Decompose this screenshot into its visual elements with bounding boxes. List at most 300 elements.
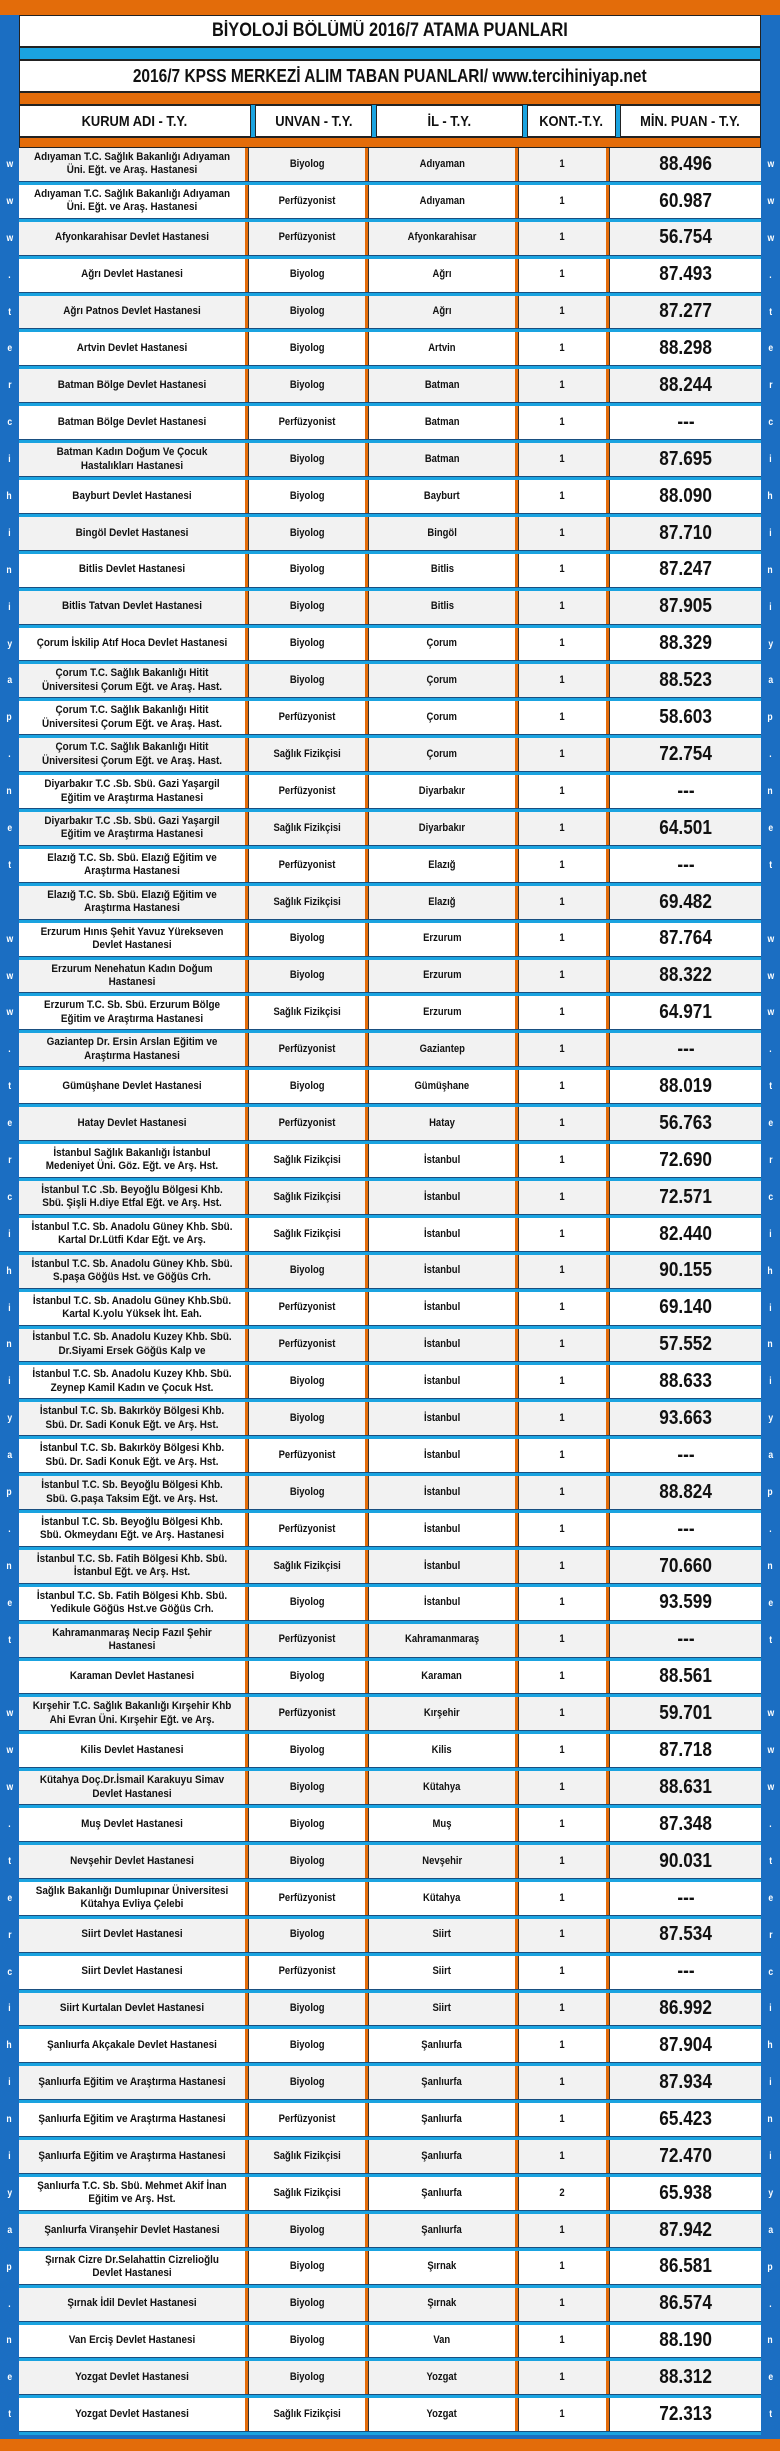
unvan-cell: [248, 812, 368, 845]
kurum-cell-text: Erzurum T.C. Sb. Sbü. Erzurum Bölge Eğitim ve Araştırma Hastanesi: [43, 999, 221, 1025]
side-letter: [761, 664, 780, 697]
side-letter-text: e: [768, 2372, 773, 2384]
unvan-cell-text: Perfüzyonist: [278, 1965, 336, 1978]
il-cell-text: Bingöl: [427, 526, 457, 539]
min-puan-cell: [609, 1808, 761, 1841]
kontenjan-cell-text: 1: [559, 1153, 566, 1166]
il-cell-text: İstanbul: [423, 1227, 461, 1240]
il-cell-text: Elazığ: [428, 895, 456, 908]
unvan-cell-text: Biyolog: [289, 2039, 325, 2052]
min-puan-cell: [609, 2288, 761, 2321]
side-letter-text: .: [769, 2298, 772, 2310]
kurum-cell: [19, 886, 248, 919]
kurum-cell: [19, 738, 248, 771]
kontenjan-cell-text: 1: [559, 821, 566, 834]
il-cell: [368, 1218, 518, 1251]
table-row: [0, 775, 780, 808]
divider-orange: [19, 137, 761, 148]
kontenjan-cell: [518, 1808, 609, 1841]
min-puan-cell-text: 72.313: [659, 2403, 712, 2426]
table-row: [0, 406, 780, 439]
side-letter: [761, 2029, 780, 2062]
side-letter: [761, 1218, 780, 1251]
unvan-cell-text: Biyolog: [289, 1854, 325, 1867]
side-letter-text: w: [767, 1782, 774, 1794]
kurum-cell-text: Bitlis Devlet Hastanesi: [78, 563, 186, 576]
side-letter-text: n: [767, 1339, 774, 1351]
min-puan-cell-text: 64.971: [659, 1001, 712, 1024]
side-letter: [0, 2361, 19, 2394]
kontenjan-cell: [518, 1550, 609, 1583]
kurum-cell-text: İstanbul T.C .Sb. Beyoğlu Bölgesi Khb. Sbü. Şişli H.diye Etfal Eğt. ve Arş. Hst.: [41, 1183, 223, 1210]
side-letter: [0, 1476, 19, 1509]
side-letter-text: n: [767, 2114, 774, 2126]
min-puan-cell-text: 69.140: [659, 1296, 712, 1319]
kurum-cell-text: Kütahya Doç.Dr.İsmail Karakuyu Simav Devlet Hastanesi: [39, 1774, 225, 1800]
kontenjan-cell: [518, 2103, 609, 2136]
kontenjan-cell-text: 1: [559, 2334, 566, 2347]
il-cell: [368, 517, 518, 550]
table-row: [0, 1439, 780, 1472]
kurum-cell: [19, 812, 248, 845]
kontenjan-cell: [518, 1771, 609, 1804]
unvan-cell: [248, 1697, 368, 1730]
table-row: [0, 480, 780, 513]
kurum-cell: [19, 554, 248, 587]
kontenjan-cell: [518, 1033, 609, 1066]
unvan-cell-text: Perfüzyonist: [278, 194, 336, 207]
side-letter-text: w: [6, 195, 13, 207]
side-letter: [0, 1329, 19, 1362]
min-puan-cell-text: 90.031: [659, 1849, 712, 1872]
side-letter-text: e: [7, 1892, 12, 1904]
il-cell: [368, 1808, 518, 1841]
kurum-cell-text: Gaziantep Dr. Ersin Arslan Eğitim ve Araştırma Hastanesi: [46, 1036, 218, 1062]
table-row: [0, 701, 780, 734]
kurum-cell: [19, 1808, 248, 1841]
unvan-cell: [248, 1661, 368, 1694]
kontenjan-cell: [518, 1439, 609, 1472]
kontenjan-cell-text: 1: [559, 2149, 566, 2162]
side-letter: [0, 1513, 19, 1546]
unvan-cell: [248, 517, 368, 550]
il-cell: [368, 996, 518, 1029]
il-cell-text: Gümüşhane: [414, 1079, 470, 1092]
min-puan-cell-text: 87.493: [659, 263, 712, 286]
side-letter: [761, 1919, 780, 1952]
min-puan-cell: [609, 960, 761, 993]
kurum-cell: [19, 480, 248, 513]
table-row: [0, 1771, 780, 1804]
kontenjan-cell: [518, 296, 609, 329]
il-cell-text: Çorum: [426, 637, 458, 650]
side-letter-text: w: [6, 232, 13, 244]
min-puan-cell-text: ---: [676, 1443, 695, 1466]
il-cell: [368, 2029, 518, 2062]
min-puan-cell: [609, 2251, 761, 2284]
il-cell-text: Diyarbakır: [418, 784, 466, 797]
il-cell: [368, 664, 518, 697]
kontenjan-cell: [518, 886, 609, 919]
kurum-cell-text: Afyonkarahisar Devlet Hastanesi: [54, 231, 210, 244]
min-puan-cell: [609, 1181, 761, 1214]
kontenjan-cell-text: 1: [559, 2408, 566, 2421]
side-letter: [0, 1624, 19, 1657]
kurum-cell: [19, 222, 248, 255]
kontenjan-cell-text: 1: [559, 1338, 566, 1351]
table-row: [0, 1808, 780, 1841]
side-letter: [761, 2177, 780, 2210]
il-cell-text: Bitlis: [430, 600, 454, 613]
il-cell-text: Kırşehir: [424, 1707, 460, 1720]
kurum-cell-text: İstanbul Sağlık Bakanlığı İstanbul Medeniyet Üni. Göz. Eğt. ve Arş. Hst.: [45, 1146, 219, 1173]
side-letter-text: n: [6, 1560, 13, 1572]
il-cell: [368, 1181, 518, 1214]
kurum-cell: [19, 628, 248, 661]
unvan-cell: [248, 628, 368, 661]
il-cell-text: Yozgat: [426, 2408, 458, 2421]
unvan-cell-text: Biyolog: [289, 1817, 325, 1830]
table-row: [0, 1734, 780, 1767]
side-letter-text: w: [6, 1708, 13, 1720]
min-puan-cell: [609, 775, 761, 808]
il-cell-text: İstanbul: [423, 1153, 461, 1166]
unvan-cell: [248, 923, 368, 956]
min-puan-cell-text: 69.482: [659, 890, 712, 913]
unvan-cell-text: Perfüzyonist: [278, 1338, 336, 1351]
side-letter-text: n: [6, 2335, 13, 2347]
unvan-cell: [248, 849, 368, 882]
side-letter: [0, 1956, 19, 1989]
kontenjan-cell-text: 1: [559, 1006, 566, 1019]
unvan-cell: [248, 2398, 368, 2431]
kontenjan-cell: [518, 960, 609, 993]
min-puan-cell: [609, 443, 761, 476]
unvan-cell: [248, 1439, 368, 1472]
side-letter-text: i: [769, 2003, 772, 2015]
table-row: [0, 1255, 780, 1288]
unvan-cell: [248, 1292, 368, 1325]
table-row: [0, 2325, 780, 2358]
side-letter: [761, 1550, 780, 1583]
kurum-cell: [19, 517, 248, 550]
header-il-label: İL - T.Y.: [427, 112, 472, 130]
il-cell: [368, 628, 518, 661]
table-row: [0, 1513, 780, 1546]
kontenjan-cell: [518, 1476, 609, 1509]
kontenjan-cell-text: 1: [559, 2112, 566, 2125]
unvan-cell: [248, 701, 368, 734]
il-cell: [368, 1882, 518, 1915]
side-letter-text: e: [7, 1118, 12, 1130]
kurum-cell: [19, 1993, 248, 2026]
kontenjan-cell: [518, 1956, 609, 1989]
side-letter: [0, 369, 19, 402]
table-row: [0, 2066, 780, 2099]
kontenjan-cell: [518, 591, 609, 624]
side-letter: [761, 2103, 780, 2136]
il-cell: [368, 2103, 518, 2136]
side-letter: [761, 1587, 780, 1620]
side-letter: [761, 996, 780, 1029]
table-row: [0, 591, 780, 624]
kontenjan-cell-text: 1: [559, 2223, 566, 2236]
side-letter: [0, 701, 19, 734]
side-letter-text: i: [769, 2151, 772, 2163]
kontenjan-cell-text: 1: [559, 1116, 566, 1129]
min-puan-cell-text: 90.155: [659, 1259, 712, 1282]
kontenjan-cell: [518, 1255, 609, 1288]
side-letter-text: h: [767, 1265, 774, 1277]
min-puan-cell: [609, 1734, 761, 1767]
unvan-cell-text: Sağlık Fizikçisi: [273, 1006, 341, 1019]
il-cell: [368, 1107, 518, 1140]
unvan-cell-text: Sağlık Fizikçisi: [273, 2186, 341, 2199]
il-cell-text: Van: [433, 2334, 451, 2347]
kurum-cell-text: Şırnak İdil Devlet Hastanesi: [67, 2297, 197, 2310]
il-cell-text: Artvin: [428, 342, 456, 355]
kontenjan-cell: [518, 996, 609, 1029]
side-letter: [761, 296, 780, 329]
side-letter-text: w: [6, 1782, 13, 1794]
unvan-cell: [248, 480, 368, 513]
unvan-cell-text: Biyolog: [289, 2371, 325, 2384]
il-cell: [368, 2288, 518, 2321]
side-letter: [761, 923, 780, 956]
min-puan-cell-text: 87.534: [659, 1923, 712, 1946]
min-puan-cell: [609, 2029, 761, 2062]
il-cell: [368, 185, 518, 218]
kontenjan-cell-text: 1: [559, 415, 566, 428]
min-puan-cell: [609, 1144, 761, 1177]
kontenjan-cell-text: 1: [559, 2260, 566, 2273]
side-letter-text: .: [8, 1819, 11, 1831]
kontenjan-cell-text: 1: [559, 969, 566, 982]
kontenjan-cell-text: 1: [559, 895, 566, 908]
kurum-cell-text: Çorum T.C. Sağlık Bakanlığı Hitit Üniversitesi Çorum Eğt. ve Araş. Hast.: [41, 667, 223, 693]
kurum-cell: [19, 591, 248, 624]
il-cell: [368, 1734, 518, 1767]
side-letter: [761, 1181, 780, 1214]
unvan-cell: [248, 1919, 368, 1952]
side-letter-text: n: [6, 2114, 13, 2126]
kontenjan-cell-text: 1: [559, 1596, 566, 1609]
table-row: [0, 1070, 780, 1103]
il-cell: [368, 1550, 518, 1583]
table-row: [0, 1993, 780, 2026]
unvan-cell: [248, 775, 368, 808]
min-puan-cell: [609, 1033, 761, 1066]
il-cell: [368, 480, 518, 513]
side-letter: [0, 1587, 19, 1620]
side-letter: [0, 1808, 19, 1841]
min-puan-cell-text: ---: [676, 779, 695, 802]
side-letter-text: i: [8, 454, 11, 466]
side-letter: [0, 738, 19, 771]
min-puan-cell-text: 87.764: [659, 927, 712, 950]
kontenjan-cell-text: 1: [559, 1928, 566, 1941]
il-cell-text: Erzurum: [422, 1006, 462, 1019]
kurum-cell-text: İstanbul T.C. Sb. Anadolu Kuzey Khb. Sbü. Zeynep Kamil Kadın ve Çocuk Hst.: [32, 1368, 232, 1394]
kontenjan-cell: [518, 812, 609, 845]
kontenjan-cell: [518, 1402, 609, 1435]
table-row: [0, 1476, 780, 1509]
min-puan-cell-text: 88.523: [659, 669, 712, 692]
side-letter-text: w: [767, 1745, 774, 1757]
kurum-cell-text: Kırşehir T.C. Sağlık Bakanlığı Kırşehir Khb Ahi Evran Üni. Kırşehir Eğt. ve Arş.: [32, 1700, 232, 1726]
kontenjan-cell: [518, 406, 609, 439]
kurum-cell: [19, 259, 248, 292]
kurum-cell: [19, 1734, 248, 1767]
kontenjan-cell-text: 1: [559, 858, 566, 871]
side-letter-text: t: [8, 859, 11, 871]
unvan-cell: [248, 1882, 368, 1915]
il-cell-text: Batman: [424, 379, 460, 392]
unvan-cell-text: Biyolog: [289, 637, 325, 650]
min-puan-cell: [609, 222, 761, 255]
unvan-cell: [248, 1070, 368, 1103]
il-cell: [368, 148, 518, 181]
kurum-cell-text: Şanlıurfa Viranşehir Devlet Hastanesi: [44, 2223, 220, 2236]
side-letter-text: y: [768, 638, 773, 650]
min-puan-cell: [609, 2214, 761, 2247]
side-letter-text: .: [8, 269, 11, 281]
header-min-puan: [620, 105, 761, 137]
side-letter-text: y: [7, 2187, 12, 2199]
il-cell: [368, 1956, 518, 1989]
side-letter: [761, 2398, 780, 2431]
unvan-cell: [248, 148, 368, 181]
il-cell-text: Adıyaman: [419, 194, 465, 207]
kurum-cell-text: İstanbul T.C. Sb. Bakırköy Bölgesi Khb. Sbü. Dr. Sadi Konuk Eğt. ve Arş. Hst.: [39, 1442, 225, 1468]
min-puan-cell: [609, 406, 761, 439]
kurum-cell-text: Erzurum Hınıs Şehit Yavuz Yürekseven Devlet Hastanesi: [40, 925, 224, 952]
min-puan-cell: [609, 369, 761, 402]
table-body: [0, 148, 780, 2435]
il-cell-text: Siirt: [432, 1928, 452, 1941]
kontenjan-cell: [518, 1070, 609, 1103]
min-puan-cell-text: ---: [676, 853, 695, 876]
kontenjan-cell: [518, 2066, 609, 2099]
kurum-cell-text: Batman Bölge Devlet Hastanesi: [57, 379, 207, 392]
min-puan-cell: [609, 1771, 761, 1804]
kontenjan-cell: [518, 701, 609, 734]
kurum-cell-text: İstanbul T.C. Sb. Anadolu Güney Khb. Sbü. S.paşa Göğüs Hst. ve Göğüs Crh.: [31, 1257, 233, 1284]
top-orange-bar: [0, 0, 780, 15]
table-row: [0, 996, 780, 1029]
unvan-cell: [248, 1218, 368, 1251]
side-letter-text: t: [8, 306, 11, 318]
kurum-cell: [19, 2214, 248, 2247]
kontenjan-cell-text: 1: [559, 1522, 566, 1535]
page-title-text: BİYOLOJİ BÖLÜMÜ 2016/7 ATAMA PUANLARI: [212, 20, 568, 41]
table-row: [0, 2177, 780, 2210]
unvan-cell: [248, 222, 368, 255]
kontenjan-cell: [518, 148, 609, 181]
side-letter-text: i: [769, 527, 772, 539]
side-letter: [761, 812, 780, 845]
kontenjan-cell: [518, 1292, 609, 1325]
side-letter: [0, 1550, 19, 1583]
kontenjan-cell: [518, 1697, 609, 1730]
side-letter-text: w: [767, 970, 774, 982]
side-letter: [761, 1070, 780, 1103]
side-letter: [0, 1771, 19, 1804]
kurum-cell: [19, 1365, 248, 1398]
unvan-cell: [248, 1144, 368, 1177]
il-cell-text: Çorum: [426, 711, 458, 724]
min-puan-cell: [609, 1329, 761, 1362]
min-puan-cell-text: 56.763: [659, 1111, 712, 1134]
kontenjan-cell: [518, 222, 609, 255]
table-row: [0, 1402, 780, 1435]
unvan-cell: [248, 1550, 368, 1583]
side-letter: [761, 369, 780, 402]
il-cell-text: İstanbul: [423, 1301, 461, 1314]
kurum-cell-text: Bayburt Devlet Hastanesi: [72, 489, 192, 502]
table-row: [0, 2140, 780, 2173]
il-cell-text: İstanbul: [423, 1559, 461, 1572]
side-letter-text: w: [767, 933, 774, 945]
side-letter: [0, 2398, 19, 2431]
unvan-cell-text: Sağlık Fizikçisi: [273, 2149, 341, 2162]
kontenjan-cell: [518, 1661, 609, 1694]
side-letter-text: e: [7, 822, 12, 834]
unvan-cell-text: Biyolog: [289, 1485, 325, 1498]
il-cell: [368, 2214, 518, 2247]
kontenjan-cell: [518, 1845, 609, 1878]
table-row: [0, 185, 780, 218]
min-puan-cell: [609, 1919, 761, 1952]
side-letter-text: i: [769, 2077, 772, 2089]
unvan-cell-text: Biyolog: [289, 305, 325, 318]
unvan-cell: [248, 664, 368, 697]
unvan-cell: [248, 1771, 368, 1804]
kontenjan-cell: [518, 554, 609, 587]
kontenjan-cell: [518, 664, 609, 697]
min-puan-cell-text: 59.701: [659, 1702, 712, 1725]
il-cell: [368, 443, 518, 476]
kurum-cell-text: Siirt Devlet Hastanesi: [81, 1928, 183, 1941]
kurum-cell: [19, 1218, 248, 1251]
il-cell-text: Kütahya: [423, 1891, 461, 1904]
table-row: [0, 443, 780, 476]
unvan-cell-text: Biyolog: [289, 1411, 325, 1424]
side-letter-text: h: [6, 2040, 13, 2052]
side-letter: [0, 1402, 19, 1435]
min-puan-cell-text: 56.754: [659, 226, 712, 249]
side-letter-text: e: [7, 343, 12, 355]
kontenjan-cell: [518, 1181, 609, 1214]
min-puan-cell-text: ---: [676, 1628, 695, 1651]
min-puan-cell: [609, 1476, 761, 1509]
kontenjan-cell: [518, 369, 609, 402]
unvan-cell-text: Biyolog: [289, 2334, 325, 2347]
unvan-cell-text: Perfüzyonist: [278, 415, 336, 428]
side-letter: [761, 443, 780, 476]
min-puan-cell: [609, 1661, 761, 1694]
side-letter: [761, 775, 780, 808]
il-cell-text: İstanbul: [423, 1522, 461, 1535]
side-letter: [761, 1734, 780, 1767]
kurum-cell: [19, 1181, 248, 1214]
il-cell: [368, 1439, 518, 1472]
side-letter: [761, 628, 780, 661]
side-letter-text: p: [767, 1487, 774, 1498]
kontenjan-cell: [518, 1107, 609, 1140]
side-letter-text: t: [769, 1855, 772, 1867]
kurum-cell-text: Kahramanmaraş Necip Fazıl Şehir Hastanesi: [52, 1626, 212, 1653]
